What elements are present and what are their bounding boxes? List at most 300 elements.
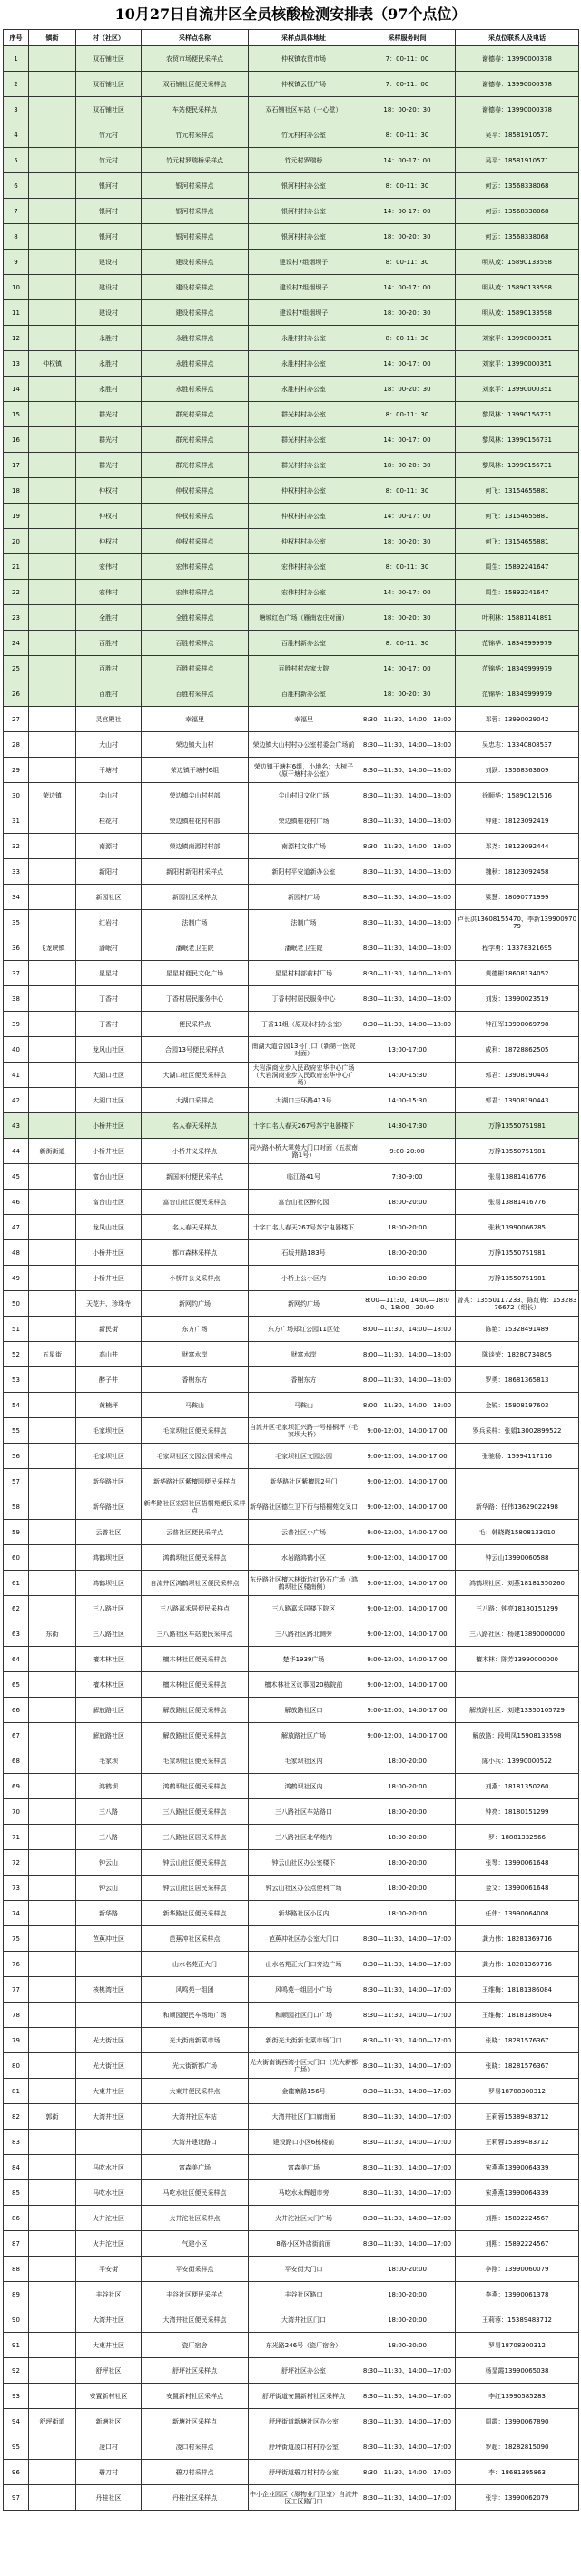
cell-no: 91 [4, 2333, 29, 2358]
cell-town [29, 1088, 76, 1113]
cell-no: 81 [4, 2079, 29, 2104]
cell-time: 8:30—11:30、14:00—17:00 [359, 2155, 456, 2180]
cell-time: 7：00-11：00 [359, 72, 456, 97]
cell-town [29, 1012, 76, 1037]
cell-site: 毛家坝社区便民采样点 [142, 1748, 249, 1774]
cell-no: 24 [4, 631, 29, 656]
cell-town [29, 2231, 76, 2257]
table-row [4, 1037, 579, 1063]
cell-town [29, 732, 76, 758]
cell-site: 钟云山社区居民采样点 [142, 1876, 249, 1901]
header-time: 采样服务时间 [359, 30, 456, 46]
cell-no: 78 [4, 2003, 29, 2028]
cell-site: 新华路社区宏居社区梧桐苑便民采样点 [142, 1494, 249, 1520]
cell-site: 永胜村采样点 [142, 326, 249, 351]
cell-time: 8:30—11:30、14:00—18:00 [359, 1012, 456, 1037]
cell-town [29, 2434, 76, 2460]
cell-no: 75 [4, 1926, 29, 1952]
cell-site: 银河村采样点 [142, 173, 249, 199]
table-row [4, 656, 579, 681]
cell-time: 9:00-12:00、14:00-17:00 [359, 1647, 456, 1672]
cell-no: 55 [4, 1418, 29, 1444]
cell-site: 檀木林社区便民采样点 [142, 1672, 249, 1698]
cell-time: 8：00-11：30 [359, 631, 456, 656]
cell-time: 8:30—11:30、14:00—17:00 [359, 2485, 456, 2511]
cell-address: 法制广场 [249, 910, 359, 935]
cell-village: 丁香村 [76, 1012, 142, 1037]
cell-time: 8:00—11:30、14:00—18:00 [359, 1393, 456, 1418]
table-row [4, 1139, 579, 1164]
cell-no: 15 [4, 402, 29, 427]
table-row [4, 275, 579, 300]
cell-town [29, 1367, 76, 1393]
table-row [4, 1926, 579, 1952]
cell-village: 钟云山 [76, 1850, 142, 1876]
cell-village: 解放路社区 [76, 1723, 142, 1748]
table-row [4, 1774, 579, 1799]
cell-no: 47 [4, 1215, 29, 1240]
cell-address: 舒坪社区办公室 [249, 2358, 359, 2384]
cell-village: 平安街 [76, 2257, 142, 2282]
cell-site: 新塘社区采样点 [142, 2409, 249, 2434]
cell-time: 8:30—11:30、14:00—17:00 [359, 1952, 456, 1977]
cell-town [29, 681, 76, 707]
cell-no: 77 [4, 1977, 29, 2003]
cell-contact: 钟建：18123092419 [456, 808, 579, 834]
cell-town [29, 1723, 76, 1748]
cell-village: 建设村 [76, 275, 142, 300]
cell-site: 自流井区鸿鹤坝社区便民采样点 [142, 1571, 249, 1596]
table-row [4, 122, 579, 148]
cell-contact: 郭君：13908190443 [456, 1088, 579, 1113]
cell-address: 香榭东方 [249, 1367, 359, 1393]
cell-town [29, 1037, 76, 1063]
cell-time: 8:30—11:30、14:00—18:00 [359, 885, 456, 910]
table-row [4, 1799, 579, 1825]
cell-site: 芭蕉冲社区采样点 [142, 1926, 249, 1952]
table-row [4, 2003, 579, 2028]
cell-time: 9:00-12:00、14:00-17:00 [359, 1545, 456, 1571]
cell-contact: 何飞：13154655881 [456, 529, 579, 554]
table-row [4, 1850, 579, 1876]
cell-time: 9:00-12:00、14:00-17:00 [359, 1444, 456, 1469]
cell-village: 永胜村 [76, 377, 142, 402]
cell-no: 27 [4, 707, 29, 732]
cell-address: 丁香村村居民服务中心 [249, 986, 359, 1012]
cell-site: 平安街采样点 [142, 2257, 249, 2282]
cell-town [29, 1977, 76, 2003]
cell-town [29, 910, 76, 935]
cell-town [29, 1113, 76, 1139]
cell-contact: 杨显霞13990065038 [456, 2358, 579, 2384]
table-row [4, 2028, 579, 2053]
cell-address: 仲权镇农贸市场 [249, 46, 359, 72]
cell-contact: 王维梅：18181386084 [456, 2003, 579, 2028]
cell-village: 新阳村 [76, 859, 142, 885]
cell-address: 丁香11组（原双水村办公室） [249, 1012, 359, 1037]
cell-no: 48 [4, 1240, 29, 1266]
cell-address: 新阳村平安道新办公室 [249, 859, 359, 885]
cell-village: 马吃水社区 [76, 2180, 142, 2206]
cell-address: 毛家坝社区文园公园 [249, 1444, 359, 1469]
table-row [4, 453, 579, 478]
cell-village: 檀木林社区 [76, 1647, 142, 1672]
cell-village: 银河村 [76, 173, 142, 199]
cell-site: 群光村采样点 [142, 453, 249, 478]
cell-no: 52 [4, 1342, 29, 1367]
cell-address: 东方广场郑红公园11区处 [249, 1317, 359, 1342]
cell-town [29, 1215, 76, 1240]
cell-time: 14:00-15:30 [359, 1088, 456, 1113]
cell-address: 新华路社区德生卫下行与梧桐苑交叉口 [249, 1494, 359, 1520]
cell-time: 8:30—11:30、14:00—17:00 [359, 2104, 456, 2130]
cell-no: 96 [4, 2460, 29, 2485]
cell-town [29, 554, 76, 580]
cell-contact: 三八路社区：杨建13890000000 [456, 1621, 579, 1647]
cell-village: 百胜村 [76, 631, 142, 656]
cell-site: 百胜村采样点 [142, 656, 249, 681]
cell-site: 荣边镇尖山村村部 [142, 783, 249, 808]
cell-site: 群光村采样点 [142, 427, 249, 453]
cell-site: 马吃水社区便民采样点 [142, 2180, 249, 2206]
cell-address: 仲权镇云恒广场 [249, 72, 359, 97]
cell-village: 鸿鹤坝社区 [76, 1545, 142, 1571]
cell-site: 香榭东方 [142, 1367, 249, 1393]
cell-site: 都市森林采样点 [142, 1240, 249, 1266]
cell-address: 舒坪街道凌口村村办公室 [249, 2434, 359, 2460]
cell-time: 14：00-17：00 [359, 427, 456, 453]
cell-address: 双石铺社区车站（一心堂） [249, 97, 359, 122]
cell-no: 46 [4, 1190, 29, 1215]
cell-address: 芭蕉冲社区办公室大门口 [249, 1926, 359, 1952]
cell-town [29, 1520, 76, 1545]
cell-time: 8：00-11：30 [359, 402, 456, 427]
cell-village: 小桥井社区 [76, 1139, 142, 1164]
table-row [4, 1418, 579, 1444]
cell-no: 59 [4, 1520, 29, 1545]
cell-time: 8:30—11:30、14:00—18:00 [359, 935, 456, 961]
cell-contact: 张易13881416776 [456, 1190, 579, 1215]
cell-town: 新街街道 [29, 1139, 76, 1164]
cell-address: 建设村7组烟坝子 [249, 300, 359, 326]
table-row [4, 2409, 579, 2434]
cell-village: 大湾井社区 [76, 2104, 142, 2130]
cell-village: 大東井社区 [76, 2079, 142, 2104]
cell-site: 小桥井义采样点 [142, 1139, 249, 1164]
cell-site: 鸿鹤坝社区便民采样点 [142, 1774, 249, 1799]
cell-contact: 钟亮：18180151299 [456, 1799, 579, 1825]
cell-time: 8:30—11:30、14:00—17:00 [359, 2180, 456, 2206]
cell-address: 新街光大街新北菜市场门口 [249, 2028, 359, 2053]
cell-address: 群光村村办公室 [249, 427, 359, 453]
cell-contact: 毛：韩晓晓15808133010 [456, 1520, 579, 1545]
table-row [4, 910, 579, 935]
table-row [4, 1596, 579, 1621]
cell-contact: 罗超：18282815090 [456, 2434, 579, 2460]
cell-no: 8 [4, 224, 29, 250]
cell-contact: 王维梅：18181386084 [456, 1977, 579, 2003]
cell-village: 尖山村 [76, 783, 142, 808]
cell-no: 90 [4, 2307, 29, 2333]
table-row [4, 1266, 579, 1291]
cell-village: 马吃水社区 [76, 2155, 142, 2180]
cell-time: 8：00-11：30 [359, 173, 456, 199]
cell-site: 车站便民采样点 [142, 97, 249, 122]
cell-address: 三八路社区北华苑内 [249, 1825, 359, 1850]
cell-town [29, 326, 76, 351]
cell-no: 49 [4, 1266, 29, 1291]
cell-address: 百胜村村农家大院 [249, 656, 359, 681]
cell-address: 三八路嘉禾居楼下院区 [249, 1596, 359, 1621]
cell-contact [456, 1469, 579, 1494]
cell-town [29, 2130, 76, 2155]
cell-site: 竹元村罗瑞桥采样点 [142, 148, 249, 173]
cell-village: 大湖口社区 [76, 1088, 142, 1113]
cell-no: 57 [4, 1469, 29, 1494]
cell-site: 舒坪社区采样点 [142, 2358, 249, 2384]
table-row [4, 834, 579, 859]
cell-address: 舒坪街道新塘社区办公室 [249, 2409, 359, 2434]
cell-no: 73 [4, 1876, 29, 1901]
table-row [4, 885, 579, 910]
cell-town [29, 2282, 76, 2307]
cell-time: 8:00—11:30、14:00—18:00 [359, 1367, 456, 1393]
cell-address: 群光村村办公室 [249, 402, 359, 427]
cell-contact: 黎凤林：13990156731 [456, 402, 579, 427]
cell-time: 8:30—11:30、14:00—18:00 [359, 910, 456, 935]
cell-no: 65 [4, 1672, 29, 1698]
cell-contact: 檀木林：陈芳13990000000 [456, 1647, 579, 1672]
cell-contact: 周霞：13990067890 [456, 2409, 579, 2434]
cell-site: 解放路社区便民采样点 [142, 1723, 249, 1748]
table-row [4, 1113, 579, 1139]
cell-contact: 周生：15892241647 [456, 554, 579, 580]
cell-town [29, 2003, 76, 2028]
cell-town [29, 1850, 76, 1876]
table-row [4, 2485, 579, 2511]
cell-address: 丰谷社区路口 [249, 2282, 359, 2307]
cell-address: 檀木林社区议事园20栋院前 [249, 1672, 359, 1698]
cell-address: 临江路41号 [249, 1164, 359, 1190]
cell-site: 双石铺社区便民采样点 [142, 72, 249, 97]
cell-town [29, 97, 76, 122]
cell-village: 丹桂社区 [76, 2485, 142, 2511]
cell-contact: 明从茂：15890133598 [456, 250, 579, 275]
cell-contact: 周生：15892241647 [456, 580, 579, 605]
cell-no: 1 [4, 46, 29, 72]
cell-town [29, 2384, 76, 2409]
cell-village: 永胜村 [76, 351, 142, 377]
cell-village: 天花井、珍珠寺 [76, 1291, 142, 1317]
table-row [4, 351, 579, 377]
table-row [4, 2155, 579, 2180]
cell-village: 碧刀村 [76, 2460, 142, 2485]
cell-town: 五星街 [29, 1342, 76, 1367]
cell-no: 34 [4, 885, 29, 910]
cell-site: 富台山社区便民采样点 [142, 1190, 249, 1215]
table-row [4, 1748, 579, 1774]
table-row [4, 1621, 579, 1647]
cell-address: 新网约广场 [249, 1291, 359, 1317]
cell-address: 十字口名人春天267号苏宁电器楼下 [249, 1113, 359, 1139]
cell-site: 新华路社区紫檀园便民采样点 [142, 1469, 249, 1494]
cell-address: 潘岷老卫生院 [249, 935, 359, 961]
cell-no: 21 [4, 554, 29, 580]
cell-site: 和顺园便民车场地广场 [142, 2003, 249, 2028]
cell-contact: 明从茂：15890133598 [456, 275, 579, 300]
cell-address: 竹元村罗瑞桥 [249, 148, 359, 173]
cell-town [29, 758, 76, 783]
cell-site: 仲权村采样点 [142, 478, 249, 504]
cell-time: 8:30—11:30、14:00—17:00 [359, 2231, 456, 2257]
cell-village: 宏伟村 [76, 580, 142, 605]
cell-no: 12 [4, 326, 29, 351]
cell-contact: 三八路：钟亮18180151299 [456, 1596, 579, 1621]
cell-no: 33 [4, 859, 29, 885]
cell-time: 9:00-12:00、14:00-17:00 [359, 1698, 456, 1723]
cell-contact: 宋燕燕13990064339 [456, 2155, 579, 2180]
cell-village: 大湖口社区 [76, 1063, 142, 1088]
cell-village: 新华路社区 [76, 1469, 142, 1494]
cell-no: 7 [4, 199, 29, 224]
cell-site: 永胜村采样点 [142, 351, 249, 377]
cell-site: 新园社区采样点 [142, 885, 249, 910]
cell-time: 9:00-12:00、14:00-17:00 [359, 1672, 456, 1698]
cell-site: 云普社区便民采样点 [142, 1520, 249, 1545]
table-row [4, 935, 579, 961]
cell-time: 8:30—11:30、14:00—17:00 [359, 2384, 456, 2409]
cell-town [29, 1240, 76, 1266]
cell-address: 大湖口三环路413号 [249, 1088, 359, 1113]
cell-no: 64 [4, 1647, 29, 1672]
cell-town [29, 1393, 76, 1418]
cell-address: 新园村广场 [249, 885, 359, 910]
cell-address: 光大街南街西湾小区大门口（光大新都广场） [249, 2053, 359, 2079]
cell-time: 18:00-20:00 [359, 1240, 456, 1266]
cell-time: 9:00-20:00 [359, 1139, 456, 1164]
cell-site: 幸福里 [142, 707, 249, 732]
cell-town [29, 1952, 76, 1977]
table-row [4, 2206, 579, 2231]
cell-address: 荣边镇桂花村广场 [249, 808, 359, 834]
cell-village: 高山井 [76, 1342, 142, 1367]
cell-village: 新民街 [76, 1317, 142, 1342]
cell-contact: 龚力伟：18281369716 [456, 1926, 579, 1952]
cell-site: 马鞍山 [142, 1393, 249, 1418]
cell-village: 富台山社区 [76, 1190, 142, 1215]
cell-village: 大東井社区 [76, 2333, 142, 2358]
table-row [4, 1571, 579, 1596]
cell-town [29, 300, 76, 326]
cell-contact: 罗兵采样：张娟13002899522 [456, 1418, 579, 1444]
cell-time: 14：00-17：00 [359, 656, 456, 681]
cell-site: 荣边镇干塘村6组 [142, 758, 249, 783]
cell-time: 8:30—11:30、14:00—17:00 [359, 2028, 456, 2053]
table-row [4, 758, 579, 783]
table-row [4, 148, 579, 173]
cell-site: 全胜村采样点 [142, 605, 249, 631]
cell-time: 8:30—11:30、14:00—18:00 [359, 707, 456, 732]
cell-site: 星星村便民文化广场 [142, 961, 249, 986]
cell-contact: 李红13990585283 [456, 2384, 579, 2409]
cell-address: 建设村7组烟坝子 [249, 250, 359, 275]
cell-contact: 成利：18728862505 [456, 1037, 579, 1063]
cell-time: 18:00-20:00 [359, 1266, 456, 1291]
table-row [4, 1647, 579, 1672]
cell-time: 8：00-11：30 [359, 554, 456, 580]
cell-no: 79 [4, 2028, 29, 2053]
cell-site: 农贸市场便民采样点 [142, 46, 249, 72]
header-town: 镇街 [29, 30, 76, 46]
cell-no: 11 [4, 300, 29, 326]
cell-address: 宏伟村村办公室 [249, 580, 359, 605]
cell-address: 永胜村村办公室 [249, 326, 359, 351]
cell-site: 光大街新都广场 [142, 2053, 249, 2079]
cell-time: 18:00-20:00 [359, 2307, 456, 2333]
cell-address: 马吃水永辉超市旁 [249, 2180, 359, 2206]
cell-address: 中小企业园区（原物业门卫室）自流井区工区路门口 [249, 2485, 359, 2511]
cell-village: 干塘村 [76, 758, 142, 783]
cell-contact: 黄德彬18608134052 [456, 961, 579, 986]
cell-address: 永胜村村办公室 [249, 351, 359, 377]
cell-contact: 张秋13990066285 [456, 1215, 579, 1240]
cell-contact: 罗勇：18681365813 [456, 1367, 579, 1393]
cell-no: 3 [4, 97, 29, 122]
cell-site: 永胜村采样点 [142, 377, 249, 402]
cell-time: 8：00-11：30 [359, 478, 456, 504]
cell-no: 61 [4, 1571, 29, 1596]
cell-contact: 邓蓉：13990029042 [456, 707, 579, 732]
cell-no: 36 [4, 935, 29, 961]
table-row [4, 427, 579, 453]
cell-time: 8:30—11:30、14:00—17:00 [359, 1926, 456, 1952]
cell-time: 18：00-20：30 [359, 97, 456, 122]
cell-contact: 明从茂：15890133598 [456, 300, 579, 326]
cell-town [29, 504, 76, 529]
cell-time: 14：00-17：00 [359, 275, 456, 300]
cell-no: 5 [4, 148, 29, 173]
cell-contact: 刘家平：13990000351 [456, 351, 579, 377]
cell-village: 群光村 [76, 427, 142, 453]
cell-town: 舒坪街道 [29, 2409, 76, 2434]
cell-village: 桂花村 [76, 808, 142, 834]
cell-time: 8:30—11:30、14:00—17:00 [359, 2079, 456, 2104]
table-row [4, 402, 579, 427]
cell-address: 舒坪街道安置新村社区采样点 [249, 2384, 359, 2409]
cell-village [76, 2130, 142, 2155]
cell-time: 18：00-20：30 [359, 529, 456, 554]
cell-village: 云普社区 [76, 1520, 142, 1545]
cell-town [29, 1876, 76, 1901]
cell-site: 富森美广场 [142, 2155, 249, 2180]
cell-no: 80 [4, 2053, 29, 2079]
cell-no: 44 [4, 1139, 29, 1164]
cell-time: 18：00-20：30 [359, 605, 456, 631]
cell-contact: 张驰杨：15994117116 [456, 1444, 579, 1469]
cell-site: 光大街南新菜市场 [142, 2028, 249, 2053]
cell-town [29, 1494, 76, 1520]
table-row [4, 46, 579, 72]
cell-village: 三八路 [76, 1825, 142, 1850]
cell-town: 东街 [29, 1621, 76, 1647]
cell-town [29, 173, 76, 199]
cell-address: 十字口名人春天267号苏宁电器楼下 [249, 1215, 359, 1240]
cell-contact: 范锦华：18349999979 [456, 656, 579, 681]
cell-contact: 谢德春：13990000378 [456, 46, 579, 72]
cell-time: 18:00-20:00 [359, 1774, 456, 1799]
cell-time: 8:30—11:30、14:00—18:00 [359, 859, 456, 885]
table-row [4, 504, 579, 529]
